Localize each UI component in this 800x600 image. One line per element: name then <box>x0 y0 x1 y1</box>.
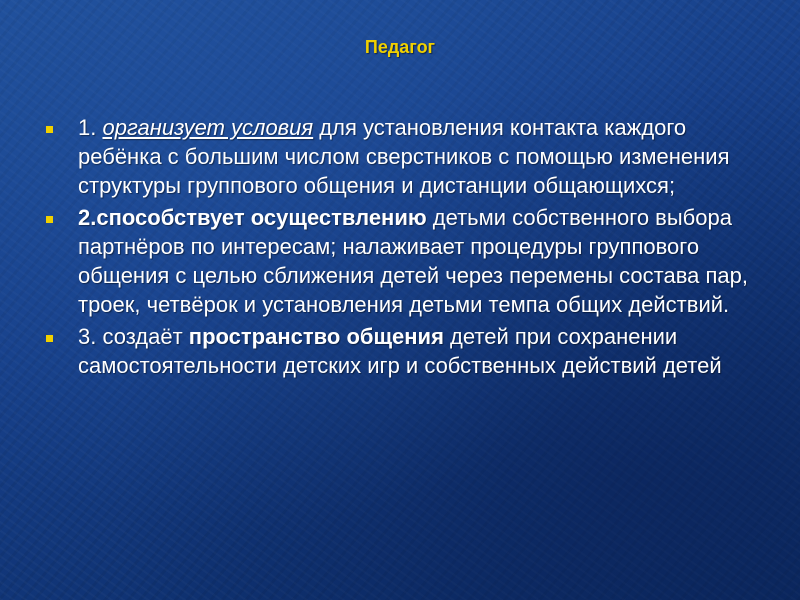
list-item-2 <box>46 203 766 319</box>
item-emphasis: 2.способствует осуществлению <box>78 205 427 230</box>
item-lead: 3. создаёт <box>78 324 189 349</box>
list-item-1 <box>46 113 766 200</box>
item-emphasis: организует условия <box>102 115 314 140</box>
item-lead: 1. <box>78 115 103 140</box>
slide-title: Педагог <box>364 37 436 57</box>
square-bullet-icon <box>46 126 53 133</box>
list-item-3 <box>46 322 766 380</box>
item-text: детей при сохранении самостоятельности детских игр и собственных действий детей <box>78 324 722 378</box>
square-bullet-icon <box>46 216 53 223</box>
item-emphasis: пространство общения <box>188 324 444 349</box>
item-text: для установления контакта каждого ребёнка с большим числом сверстников с помощью изменения структуры группового общения и дистанции общающихся; <box>78 115 730 198</box>
square-bullet-icon <box>46 335 53 342</box>
bullet-list <box>46 113 766 383</box>
item-text: детьми собственного выбора партнёров по интересам; налаживает процедуры группового общения с целью сближения детей через перемены состава пар, троек, четвёрок и установления детьми темпа общих действий. <box>78 205 749 317</box>
